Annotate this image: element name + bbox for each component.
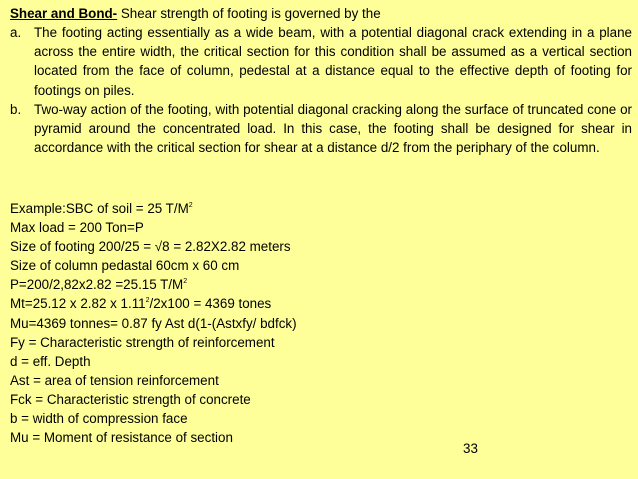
fck-definition: Fck = Characteristic strength of concrete	[10, 391, 251, 407]
pressure-line	[10, 275, 450, 294]
list-marker-b: b.	[10, 101, 22, 117]
list-text-b: Two-way action of the footing, with potential diagonal cracking along the surface of truncated cone or pyramid around the concentrated load. In this case, the footing shall be designed for shear in accordance with the critical section for shear at a distance d/2 from the periphary of the column.	[34, 101, 632, 156]
moment-exponent: 2	[145, 297, 150, 305]
max-load-line: Max load = 200 Ton=P	[10, 220, 144, 236]
pressure-text: P=200/2,82x2.82 =25.15 T/M	[10, 277, 184, 293]
heading-text: Shear strength of footing is governed by the	[117, 6, 381, 21]
footing-size-line: Size of footing 200/25 = √8 = 2.82X2.82 meters	[10, 239, 291, 255]
mu-definition: Mu = Moment of resistance of section	[10, 430, 233, 446]
moment-text-pre: Mt=25.12 x 2.82 x 1.11	[10, 296, 146, 312]
sbc-exponent: 2	[188, 202, 193, 209]
d-definition: d = eff. Depth	[10, 353, 91, 369]
sbc-text: Example:SBC of soil = 25 T/M	[10, 201, 189, 216]
pressure-exponent: 2	[183, 278, 188, 286]
ast-definition: Ast = area of tension reinforcement	[10, 372, 219, 388]
section-heading: Shear and Bond-	[10, 6, 118, 21]
moment-line	[10, 294, 450, 313]
example-block	[10, 199, 450, 447]
sbc-line	[10, 199, 450, 218]
list-text-a: The footing acting essentially as a wide beam, with a potential diagonal crack extending in a plane across the entire width, the critical section for this condition shall be assumed as a vertical section located from the face of column, pedestal at a distance equal to the effective depth of footing for footings on piles.	[34, 25, 632, 98]
mu-formula-line: Mu=4369 tonnes= 0.87 fy Ast d(1-(Astxfy/ bdfck)	[10, 315, 297, 331]
column-size-line: Size of column pedastal 60cm x 60 cm	[10, 258, 240, 274]
fy-definition: Fy = Characteristic strength of reinforcement	[10, 334, 275, 350]
condition-list	[10, 23, 632, 157]
page-number: 33	[463, 441, 478, 456]
list-marker-a: a.	[10, 25, 22, 40]
list-item-a	[10, 23, 632, 100]
b-definition: b = width of compression face	[10, 411, 188, 427]
moment-text-post: /2x100 = 4369 tones	[149, 296, 272, 312]
heading-line	[10, 4, 630, 23]
list-item-b	[10, 100, 632, 158]
